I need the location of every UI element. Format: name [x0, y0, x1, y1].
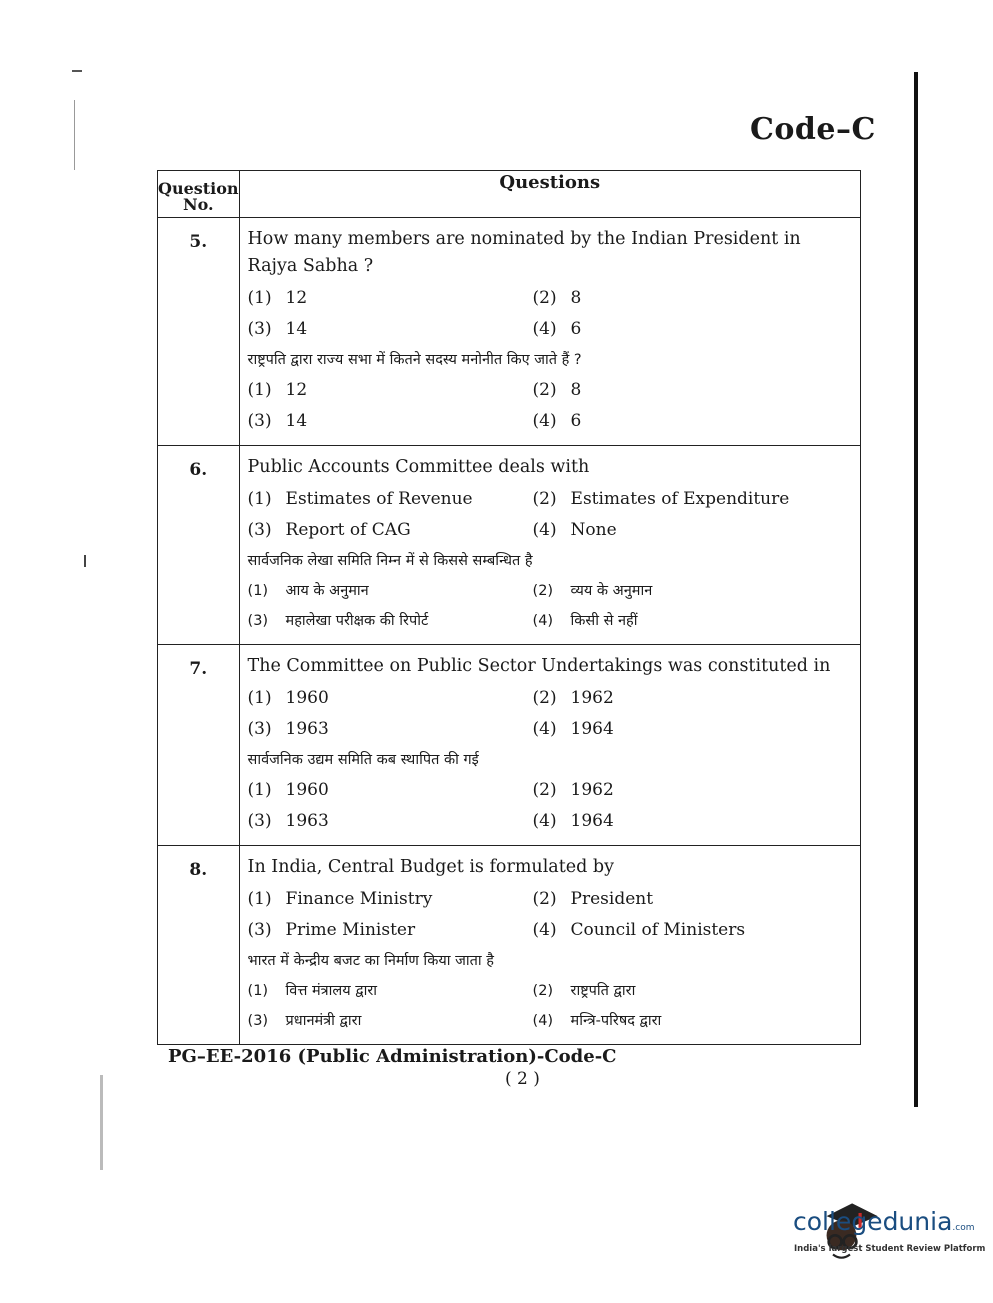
question-number: 6.	[158, 446, 240, 645]
question-body	[239, 846, 860, 1045]
option: (1) 12	[247, 288, 308, 308]
option: (2) व्यय के अनुमान	[532, 583, 653, 599]
option: (4) 1964	[532, 811, 614, 831]
question-body	[239, 446, 860, 645]
question-body	[239, 218, 860, 446]
option: (4) 1964	[532, 719, 614, 739]
header-questions: Questions	[239, 171, 860, 218]
logo-wordmark: collegedunia.com	[793, 1207, 975, 1236]
question-text-hi: सार्वजनिक उद्यम समिति कब स्थापित की गई	[247, 752, 479, 768]
option: (1) Estimates of Revenue	[247, 489, 473, 509]
options-hi	[248, 375, 852, 437]
scan-mark	[74, 100, 75, 170]
option: (1) आय के अनुमान	[247, 583, 369, 599]
options-hi	[248, 576, 852, 636]
page-number: ( 2 )	[505, 1069, 540, 1089]
option: (2) 1962	[532, 688, 614, 708]
question-table	[157, 170, 861, 1045]
code-label: Code–C	[750, 112, 876, 147]
option: (3) 1963	[247, 811, 329, 831]
option: (3) प्रधानमंत्री द्वारा	[247, 1013, 362, 1029]
option: (2) राष्ट्रपति द्वारा	[532, 983, 636, 999]
option: (2) 8	[532, 288, 582, 308]
options-en	[248, 683, 852, 745]
option: (4) None	[532, 520, 617, 540]
question-number: 8.	[158, 846, 240, 1045]
option: (4) 6	[532, 319, 582, 339]
option: (3) Prime Minister	[247, 920, 416, 940]
option: (1) 12	[247, 380, 308, 400]
logo-tagline: India's largest Student Review Platform	[794, 1244, 986, 1254]
options-hi	[248, 976, 852, 1036]
option: (3) महालेखा परीक्षक की रिपोर्ट	[247, 613, 429, 629]
options-hi	[248, 775, 852, 837]
option: (4) किसी से नहीं	[532, 613, 638, 629]
question-text-hi: सार्वजनिक लेखा समिति निम्न में से किससे सम्बन्धित है	[247, 553, 533, 569]
question-body	[239, 645, 860, 846]
question-number: 5.	[158, 218, 240, 446]
scan-mark	[100, 1075, 103, 1170]
option: (2) President	[532, 889, 654, 909]
question-row	[158, 846, 861, 1045]
option: (2) 1962	[532, 780, 614, 800]
table-header-row	[158, 171, 861, 218]
option: (1) 1960	[247, 688, 329, 708]
question-text-en: How many members are nominated by the Indian President in Rajya Sabha ?	[247, 229, 801, 276]
option: (3) 1963	[247, 719, 329, 739]
option: (1) Finance Ministry	[247, 889, 433, 909]
option: (4) मन्त्रि-परिषद द्वारा	[532, 1013, 662, 1029]
option: (3) 14	[247, 411, 308, 431]
option: (1) 1960	[247, 780, 329, 800]
option: (4) Council of Ministers	[532, 920, 746, 940]
question-text-en: Public Accounts Committee deals with	[247, 457, 590, 477]
header-question-no: Question No.	[158, 171, 240, 218]
option: (4) 6	[532, 411, 582, 431]
options-en	[248, 884, 852, 946]
exam-code-footer: PG–EE-2016 (Public Administration)-Code-C	[168, 1046, 617, 1067]
question-text-en: In India, Central Budget is formulated by	[247, 857, 614, 877]
question-row	[158, 218, 861, 446]
scan-mark	[84, 555, 86, 567]
scan-mark	[72, 70, 82, 72]
question-text-hi: राष्ट्रपति द्वारा राज्य सभा में कितने सदस्य मनोनीत किए जाते हैं ?	[247, 352, 582, 368]
option: (1) वित्त मंत्रालय द्वारा	[247, 983, 378, 999]
option: (2) 8	[532, 380, 582, 400]
page-edge-border	[914, 72, 918, 1107]
options-en	[248, 283, 852, 345]
question-row	[158, 446, 861, 645]
option: (3) 14	[247, 319, 308, 339]
question-number: 7.	[158, 645, 240, 846]
option: (3) Report of CAG	[247, 520, 411, 540]
question-row	[158, 645, 861, 846]
options-en	[248, 484, 852, 546]
question-text-hi: भारत में केन्द्रीय बजट का निर्माण किया जाता है	[247, 953, 494, 969]
question-text-en: The Committee on Public Sector Undertakings was constituted in	[247, 656, 831, 676]
option: (2) Estimates of Expenditure	[532, 489, 790, 509]
